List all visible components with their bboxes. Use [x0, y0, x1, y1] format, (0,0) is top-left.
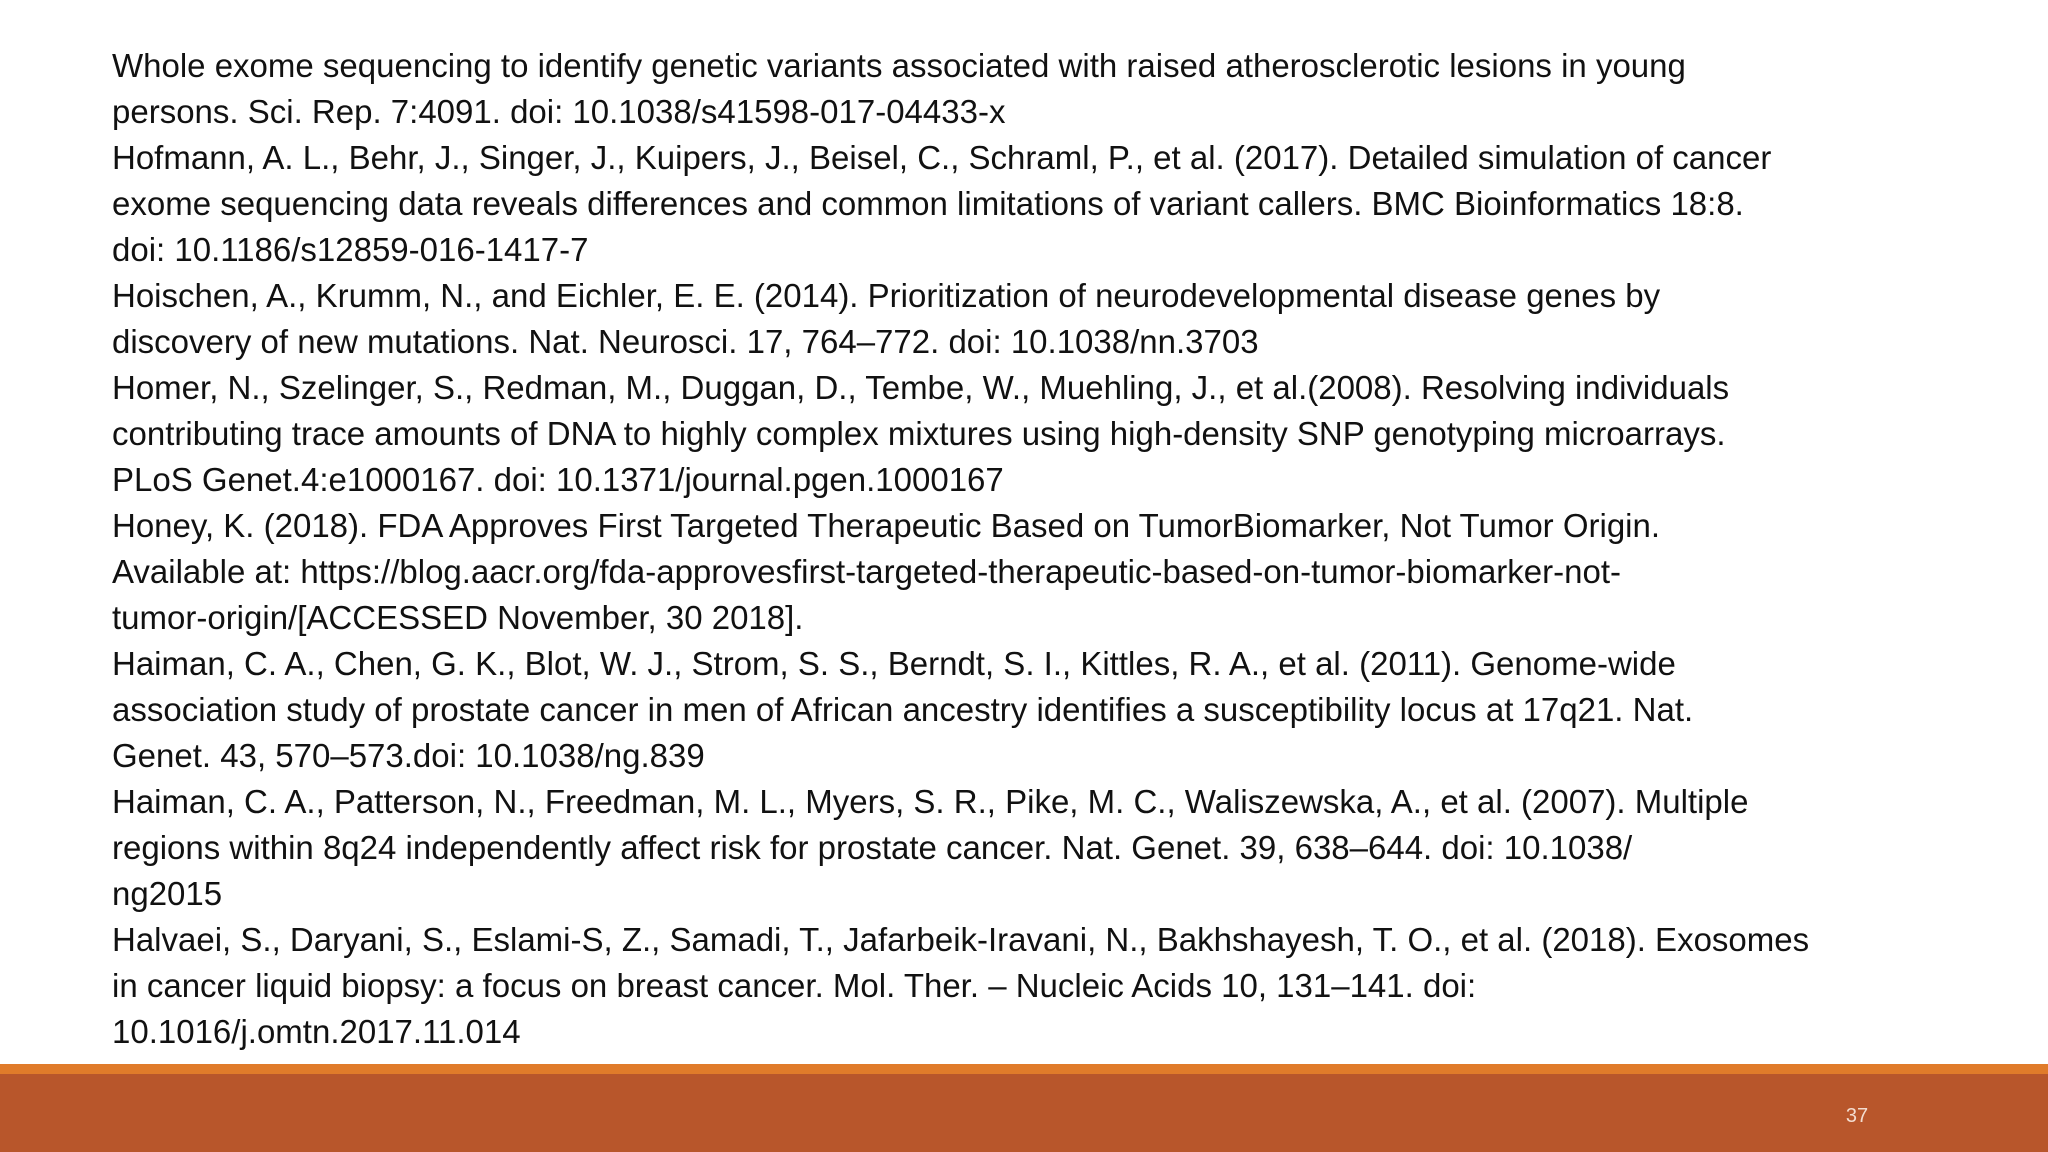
- reference-line: Haiman, C. A., Chen, G. K., Blot, W. J., Strom, S. S., Berndt, S. I., Kittles, R. A., et al. (2011). Genome-wide: [112, 645, 1676, 682]
- reference-line: Whole exome sequencing to identify genetic variants associated with raised atherosclerotic lesions in young: [112, 47, 1686, 84]
- reference-line: Honey, K. (2018). FDA Approves First Targeted Therapeutic Based on TumorBiomarker, Not Tumor Origin.: [112, 507, 1661, 544]
- reference-line: exome sequencing data reveals differences and common limitations of variant callers. BMC Bioinformatics 18:8.: [112, 185, 1744, 222]
- reference-line: tumor-origin/[ACCESSED November, 30 2018].: [112, 599, 804, 636]
- reference-list: [112, 43, 1912, 1055]
- reference-line: doi: 10.1186/s12859-016-1417-7: [112, 231, 589, 268]
- reference-line: 10.1016/j.omtn.2017.11.014: [112, 1013, 521, 1050]
- page-number: 37: [1845, 1105, 1869, 1127]
- reference-line: association study of prostate cancer in men of African ancestry identifies a susceptibility locus at 17q21. Nat.: [112, 691, 1694, 728]
- reference-line: ng2015: [112, 875, 223, 912]
- reference-line: Hofmann, A. L., Behr, J., Singer, J., Kuipers, J., Beisel, C., Schraml, P., et al. (2017). Detailed simulation of cancer: [112, 139, 1772, 176]
- reference-line: discovery of new mutations. Nat. Neurosci. 17, 764–772. doi: 10.1038/nn.3703: [112, 323, 1259, 360]
- reference-line: Haiman, C. A., Patterson, N., Freedman, M. L., Myers, S. R., Pike, M. C., Waliszewska, A., et al. (2007). Multiple: [112, 783, 1749, 820]
- reference-line: in cancer liquid biopsy: a focus on breast cancer. Mol. Ther. – Nucleic Acids 10, 131–141. doi:: [112, 967, 1477, 1004]
- reference-line: persons. Sci. Rep. 7:4091. doi: 10.1038/s41598-017-04433-x: [112, 93, 1006, 130]
- reference-line: contributing trace amounts of DNA to highly complex mixtures using high-density SNP genotyping microarrays.: [112, 415, 1726, 452]
- reference-line: Available at: https://blog.aacr.org/fda-approvesfirst-targeted-therapeutic-based-on-tumor-biomarker-not-: [112, 553, 1621, 590]
- reference-line: Halvaei, S., Daryani, S., Eslami-S, Z., Samadi, T., Jafarbeik-Iravani, N., Bakhshayesh, T. O., et al. (2018). Exosomes: [112, 921, 1810, 958]
- reference-line: PLoS Genet.4:e1000167. doi: 10.1371/journal.pgen.1000167: [112, 461, 1004, 498]
- footer-accent-strip: [0, 1064, 2048, 1074]
- reference-line: regions within 8q24 independently affect risk for prostate cancer. Nat. Genet. 39, 638–644. doi: 10.1038/: [112, 829, 1633, 866]
- reference-line: Hoischen, A., Krumm, N., and Eichler, E. E. (2014). Prioritization of neurodevelopmental disease genes by: [112, 277, 1661, 314]
- reference-line: Homer, N., Szelinger, S., Redman, M., Duggan, D., Tembe, W., Muehling, J., et al.(2008). Resolving individuals: [112, 369, 1730, 406]
- reference-line: Genet. 43, 570–573.doi: 10.1038/ng.839: [112, 737, 705, 774]
- footer-bar: [0, 1074, 2048, 1152]
